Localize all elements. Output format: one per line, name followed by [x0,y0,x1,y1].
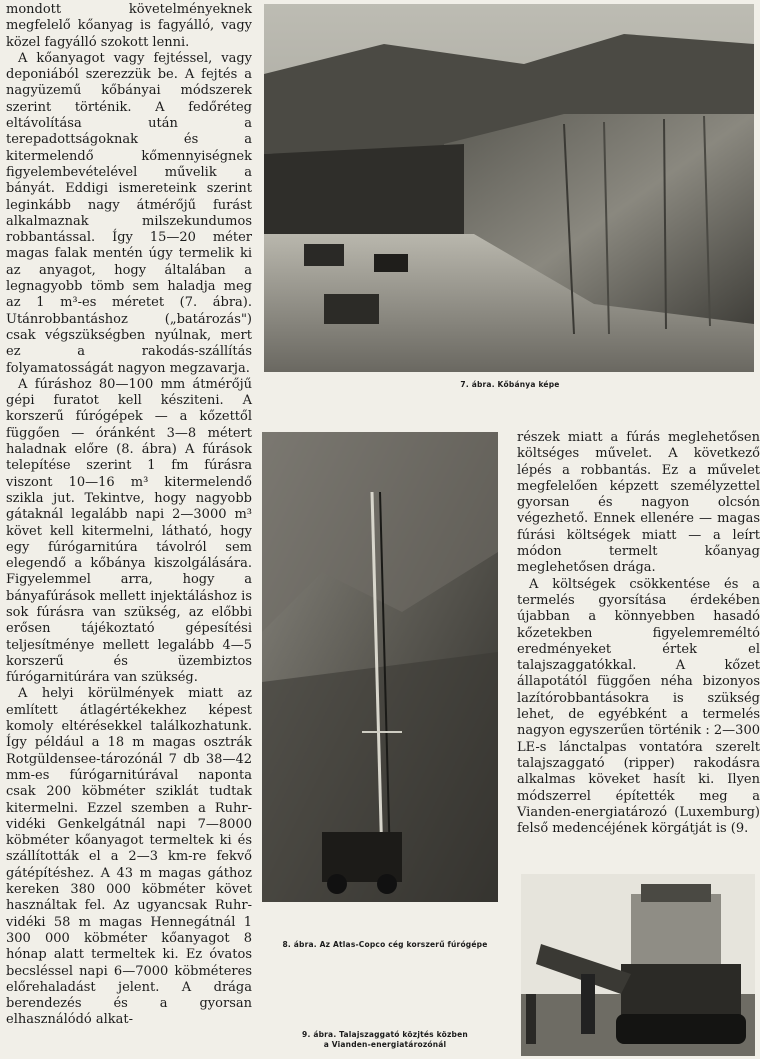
figure-7-caption: 7. ábra. Kőbánya képe [460,380,560,389]
figure-8-drill-rig-photo [262,432,498,902]
figure-8-caption: 8. ábra. Az Atlas-Copco cég korszerű fúrógépe [282,940,488,949]
column-1-text [6,2,252,1029]
paragraph: A költségek csökkentése és a termelés gyorsítása érdekében újabban a könnyebben hasadó kőzetekben figyelemreméltó eredményeket értek el talajszaggatókkal. A kőzet állapotától függően néha bizonyos lazítórobbantásokra is szükség lehet, de egyébként a termelés nagyon egyszerűen történik : 2—300 LE-s lánctalpas vontatóra szerelt talajszaggató (ripper) rakodásra alkalmas köveket hasít ki. Ilyen módszerrel építették meg a Vianden-energiatározó (Luxemburg) felső medencéjének körgátját is (9. [517,576,760,837]
figure-9-caption-line-1: 9. ábra. Talajszaggató közjtés közben [302,1030,468,1039]
column-3-text [517,430,760,837]
paragraph: mondott követelményeknek megfelelő kőanyag is fagyálló, vagy közel fagyálló szokott lenni. [6,2,252,50]
paragraph: A kőanyagot vagy fejtéssel, vagy deponiából szerezzük be. A fejtés a nagyüzemű kőbányai módszerek szerint történik. A fedőréteg eltávolítása után a terepadottságoknak és a kitermelendő kőmennyiségnek figyelembevételével művelik a bányát. Eddigi ismereteink szerint leginkább nagy átmérőjű furást alkalmaznak milszekundumos robbantással. Így 15—20 méter magas falak mentén úgy termelik ki az anyagot, hogy általában a legnagyobb tömb sem haladja meg az 1 m³-es méretet (7. ábra). Utánrobbantáshoz („batározás") csak végszükségben nyúlnak, mert ez a rakodás-szállítás folyamatosságát nagyon megzavarja. [6,50,252,376]
paragraph: részek miatt a fúrás meglehetősen költséges művelet. A következő lépés a robbantás. Ez a művelet megfelelően képzett személyzettel gyorsan és nagyon olcsón végezhető. Ennek ellenére — magas fúrási költségek miatt — a leírt módon termelt kőanyag meglehetősen drága. [517,430,760,576]
paragraph: A helyi körülmények miatt az említett átlagértékekhez képest komoly eltérésekkel találkozhatunk. Így például a 18 m magas osztrák Rotgüldensee-tározónál 7 db 38—42 mm-es fúrógarnitúrával naponta csak 200 köbméter sziklát tudtak kitermelni. Ezzel szemben a Ruhr-vidéki Genkelgátnál napi 7—8000 köbméter kőanyagot termeltek ki és szállították el a 2—3 km-re fekvő gátépítéshez. A 43 m magas gáthoz kereken 380 000 köbméter követ használtak fel. Az ugyancsak Ruhr-vidéki 58 m magas Hennegátnál 1 300 000 köbméter kőanyagot 8 hónap alatt termeltek ki. Ez óvatos becsléssel napi 6—7000 köbméteres előrehaladást jelent. A drága berendezés és a gyorsan elhasználódó alkat- [6,686,252,1028]
figure-9-ripper-photo [521,874,755,1056]
paragraph: A fúráshoz 80—100 mm átmérőjű gépi furatot kell késziteni. A korszerű fúrógépek — a kőzettől függően — óránként 3—8 métert haladnak előre (8. ábra) A fúrások telepítése szerint 1 fm fúrásra viszont 10—16 m³ kitermelendő szikla jut. Tekintve, hogy nagyobb gátaknál legalább napi 2—3000 m³ követ kell kitermelni, látható, hogy egy fúrógarnitúra távolról sem elegendő a kőbánya kiszolgálására. Figyelemmel arra, hogy a bányafúrások mellett injektáláshoz is sok fúrásra van szükség, az előbbi erősen tájékoztató gépesítési teljesítménye mellett legalább 4—5 korszerű és üzembiztos fúrógarnitúrára van szükség. [6,376,252,686]
figure-7-quarry-photo [264,4,754,372]
figure-9-caption-line-2: a Vianden-energiatározónál [323,1040,447,1049]
figure-9-caption [262,1030,508,1050]
